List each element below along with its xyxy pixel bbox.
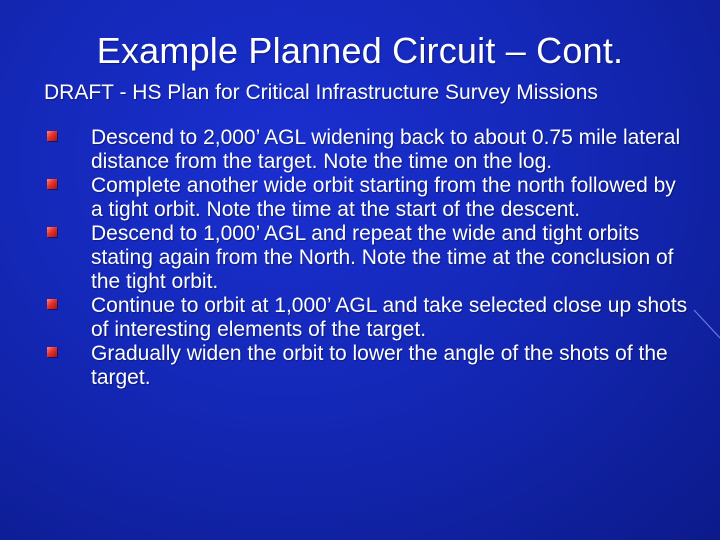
bullet-list xyxy=(40,126,690,390)
bullet-item xyxy=(40,222,690,294)
square-bullet-icon xyxy=(47,131,57,141)
bullet-item xyxy=(40,126,690,174)
slide-title: Example Planned Circuit – Cont. xyxy=(96,30,624,71)
slide-subtitle: DRAFT - HS Plan for Critical Infrastructure Survey Missions xyxy=(44,81,598,104)
bullet-text: Gradually widen the orbit to lower the angle of the shots of the target. xyxy=(91,342,668,389)
bullet-item xyxy=(40,294,690,342)
square-bullet-icon xyxy=(47,299,57,309)
square-bullet-icon xyxy=(47,179,57,189)
bullet-text: Descend to 2,000’ AGL widening back to about 0.75 mile lateral distance from the target. Note the time on the log. xyxy=(91,126,681,173)
square-bullet-icon xyxy=(47,227,57,237)
bullet-text: Continue to orbit at 1,000’ AGL and take selected close up shots of interesting elements of the target. xyxy=(91,294,688,341)
bullet-item xyxy=(40,174,690,222)
bullet-text: Complete another wide orbit starting from the north followed by a tight orbit. Note the time at the start of the descent. xyxy=(91,174,676,221)
decorative-line xyxy=(690,300,720,360)
bullet-text: Descend to 1,000’ AGL and repeat the wide and tight orbits stating again from the North. Note the time at the conclusion of the tight orbit. xyxy=(91,222,674,293)
square-bullet-icon xyxy=(47,347,57,357)
bullet-item xyxy=(40,342,690,390)
